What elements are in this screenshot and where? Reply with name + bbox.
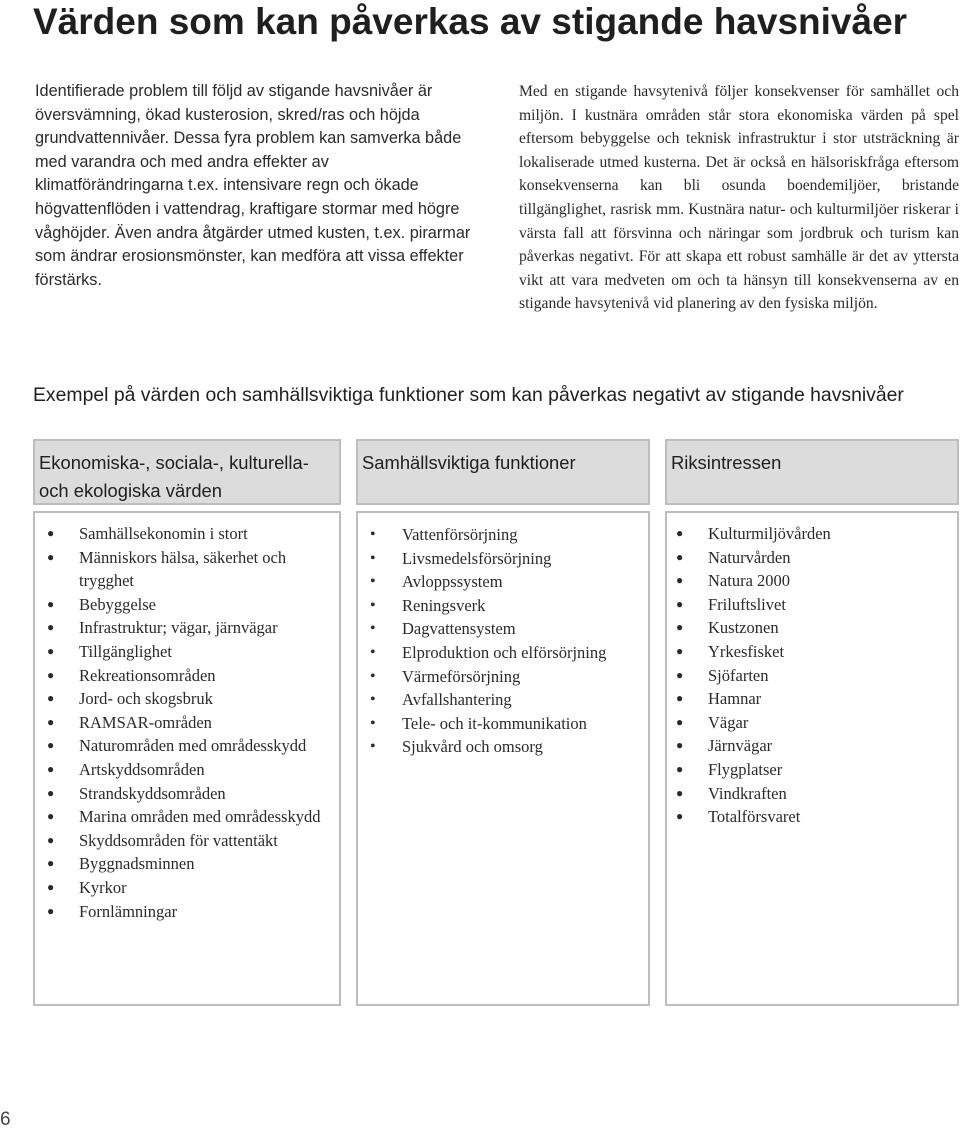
list-item: • Värmeförsörjning: [364, 665, 644, 689]
functions-list: [364, 523, 644, 759]
intro-left-paragraph: Identifierade problem till följd av stigande havsnivåer är översvämning, ökad kusterosion, skred/ras och höjda grundvattennivåer. Dessa fyra problem kan samverka både med varandra och med andra effekter av klimatförändringarna t.ex. intensivare regn och ökade högvattenflöden i vattendrag, kraftigare stormar med högre våghöjder. Även andra åtgärder utmed kusten, t.ex. pirarmar som ändrar erosionsmönster, kan medföra att vissa effekter förstärks.: [35, 82, 471, 289]
bullet-icon: [47, 782, 54, 806]
bullet-icon: [370, 641, 376, 666]
bullet-icon: [47, 664, 54, 688]
list-item: ● Vägar: [670, 711, 952, 735]
list-item: • Dagvattensystem: [364, 617, 644, 641]
bullet-icon: [47, 616, 54, 640]
bullet-icon: [47, 522, 54, 546]
list-item: ● Människors hälsa, säkerhet och trygghet: [41, 546, 331, 593]
list-item: ● Tillgänglighet: [41, 640, 331, 664]
bullet-icon: [676, 782, 683, 806]
bullet-icon: [47, 900, 54, 924]
list-item: ● Friluftslivet: [670, 593, 952, 617]
bullet-icon: [676, 687, 683, 711]
list-item: ● Fornlämningar: [41, 900, 331, 924]
bullet-icon: [370, 665, 376, 690]
list-item: • Avfallshantering: [364, 688, 644, 712]
list-item: ● Rekreationsområden: [41, 664, 331, 688]
bullet-icon: [47, 829, 54, 853]
list-item: ● Jord- och skogsbruk: [41, 687, 331, 711]
bullet-icon: [47, 687, 54, 711]
list-item: ● Kulturmiljövården: [670, 522, 952, 546]
bullet-icon: [676, 711, 683, 735]
section-heading: Exempel på värden och samhällsviktiga funktioner som kan påverkas negativt av stigande havsnivåer: [33, 384, 904, 406]
bullet-icon: [370, 523, 376, 548]
intro-right-paragraph: Med en stigande havsytenivå följer konsekvenser för samhället och miljön. I kustnära områden står stora ekonomiska värden på spel eftersom bebyggelse och teknisk infrastruktur i stor utsträckning är lokaliserade utmed kusterna. Det är också en hälsoriskfråga eftersom konsekvenserna kan bli osunda boendemiljöer, bristande tillgänglighet, rasrisk mm. Kustnära natur- och kulturmiljöer riskerar i värsta fall att försvinna och näringar som jordbruk och turism kan påverkas negativt. För att skapa ett robust samhälle är det av yttersta vikt att vara medveten om och ta hänsyn till konsekvenserna av en stigande havsytenivå vid planering av den fysiska miljön.: [519, 83, 959, 313]
list-item: ● Totalförsvaret: [670, 805, 952, 829]
bullet-icon: [370, 688, 376, 713]
list-item: • Livsmedelsförsörjning: [364, 547, 644, 571]
list-item: ● Artskyddsområden: [41, 758, 331, 782]
bullet-icon: [676, 522, 683, 546]
bullet-icon: [47, 640, 54, 664]
bullet-icon: [676, 546, 683, 570]
list-item: ● Marina områden med områdesskydd: [41, 805, 331, 829]
list-item: ● Samhällsekonomin i stort: [41, 522, 331, 546]
list-item: ● Kustzonen: [670, 616, 952, 640]
list-item: ● Naturområden med områdesskydd: [41, 734, 331, 758]
list-item: ● Strandskyddsområden: [41, 782, 331, 806]
column-header-functions: Samhällsviktiga funktioner: [356, 439, 650, 505]
list-item: ● Yrkesfisket: [670, 640, 952, 664]
bullet-icon: [47, 734, 54, 758]
bullet-icon: [47, 546, 54, 570]
bullet-icon: [47, 876, 54, 900]
bullet-icon: [370, 735, 376, 760]
list-item: • Sjukvård och omsorg: [364, 735, 644, 759]
bullet-icon: [370, 712, 376, 737]
bullet-icon: [676, 734, 683, 758]
list-item: • Avloppssystem: [364, 570, 644, 594]
bullet-icon: [370, 547, 376, 572]
values-list: [41, 522, 331, 923]
bullet-icon: [676, 569, 683, 593]
bullet-icon: [676, 758, 683, 782]
list-item: • Vattenförsörjning: [364, 523, 644, 547]
list-item: ● Skyddsområden för vattentäkt: [41, 829, 331, 853]
bullet-icon: [47, 758, 54, 782]
bullet-icon: [47, 852, 54, 876]
column-header-riksintressen: Riksintressen: [665, 439, 959, 505]
bullet-icon: [370, 617, 376, 642]
list-item: • Elproduktion och elförsörjning: [364, 641, 644, 665]
list-item: ● Kyrkor: [41, 876, 331, 900]
bullet-icon: [370, 570, 376, 595]
list-item: ● Vindkraften: [670, 782, 952, 806]
bullet-icon: [676, 640, 683, 664]
page-number: 6: [0, 1109, 11, 1130]
list-item: ● Infrastruktur; vägar, järnvägar: [41, 616, 331, 640]
bullet-icon: [47, 593, 54, 617]
list-item: • Tele- och it-kommunikation: [364, 712, 644, 736]
list-item: ● Byggnadsminnen: [41, 852, 331, 876]
bullet-icon: [676, 593, 683, 617]
list-item: ● Natura 2000: [670, 569, 952, 593]
riksintressen-list: [670, 522, 952, 829]
list-item: • Reningsverk: [364, 594, 644, 618]
list-item: ● Bebyggelse: [41, 593, 331, 617]
column-header-values: Ekonomiska-, sociala-, kulturella- och ekologiska värden: [33, 439, 341, 505]
page-title: Värden som kan påverkas av stigande havsnivåer: [33, 1, 908, 42]
list-item: ● Hamnar: [670, 687, 952, 711]
list-item: ● Flygplatser: [670, 758, 952, 782]
list-item: ● RAMSAR-områden: [41, 711, 331, 735]
list-item: ● Naturvården: [670, 546, 952, 570]
list-item: ● Järnvägar: [670, 734, 952, 758]
bullet-icon: [676, 805, 683, 829]
bullet-icon: [676, 664, 683, 688]
list-item: ● Sjöfarten: [670, 664, 952, 688]
bullet-icon: [47, 805, 54, 829]
bullet-icon: [47, 711, 54, 735]
bullet-icon: [676, 616, 683, 640]
bullet-icon: [370, 594, 376, 619]
